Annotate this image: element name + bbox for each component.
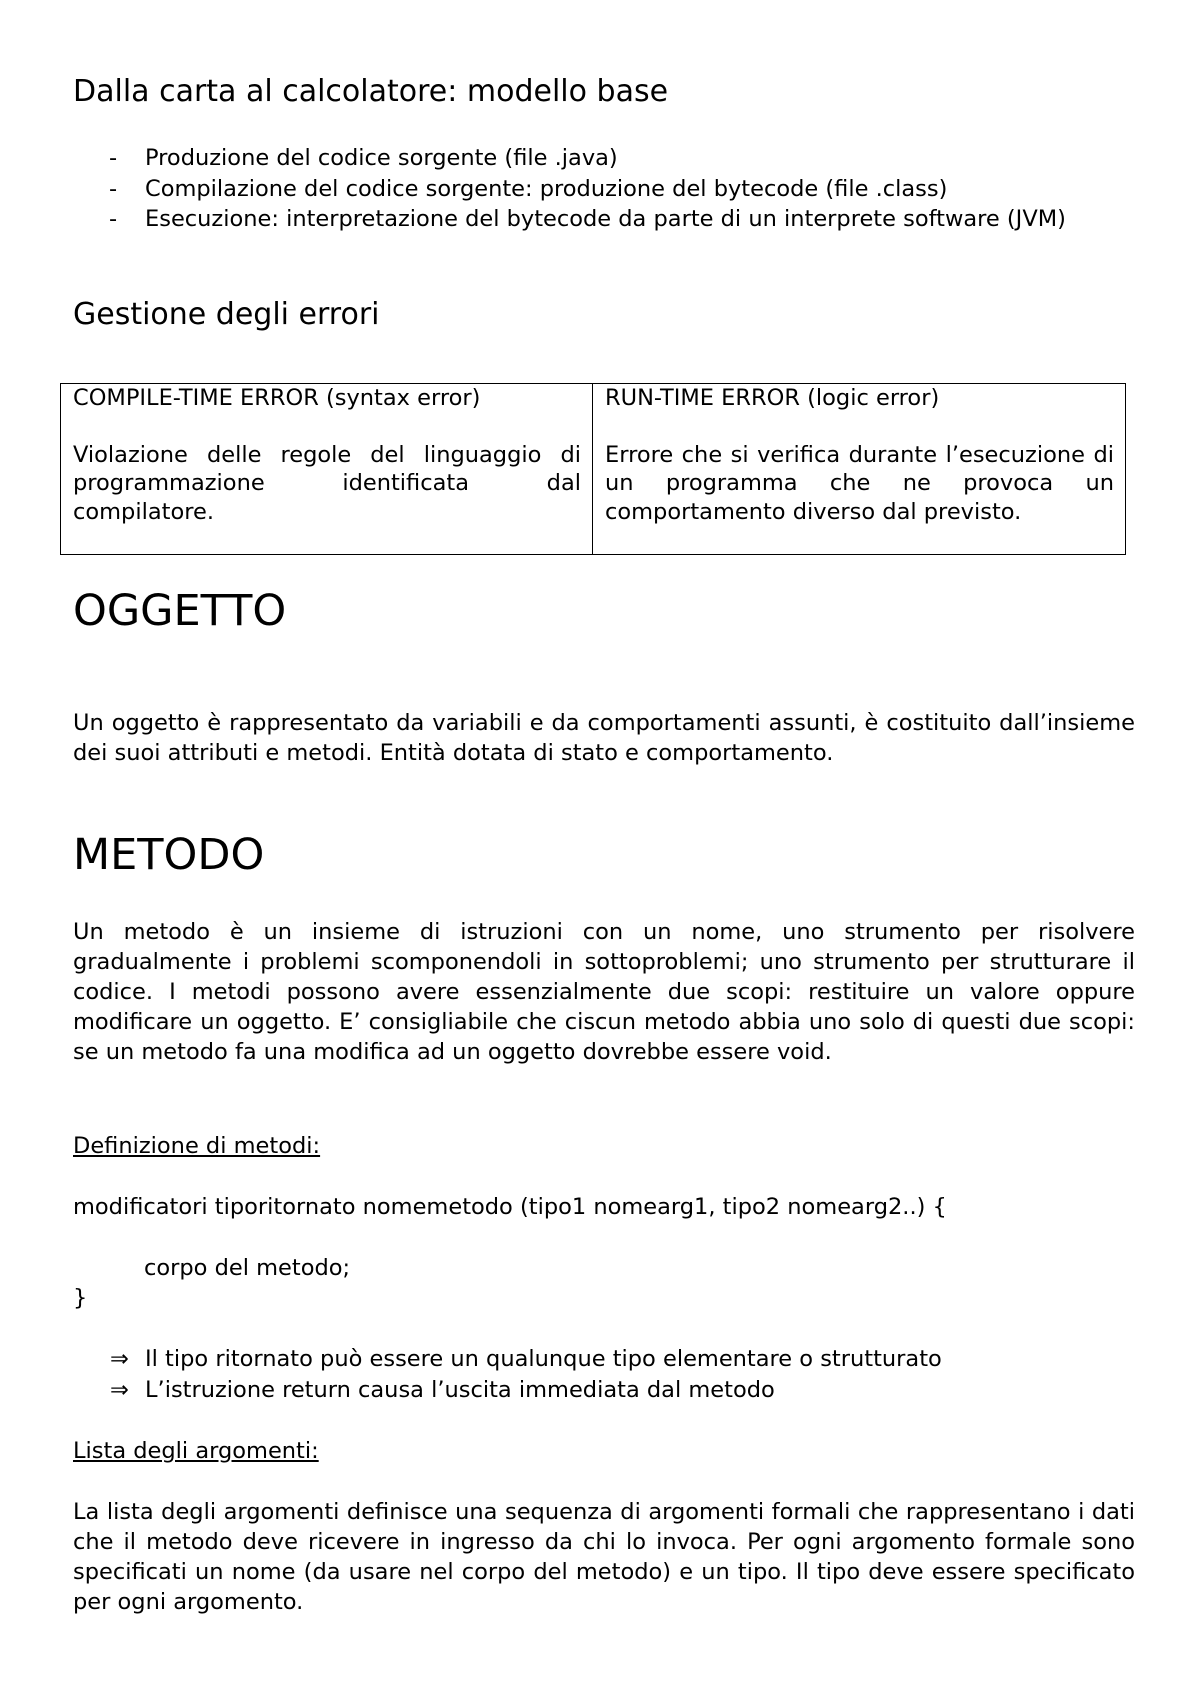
- closing-brace-line: }: [73, 1285, 88, 1311]
- method-signature-line: modificatori tiporitornato nomemetodo (tipo1 nomearg1, tipo2 nomearg2..) {: [73, 1194, 947, 1220]
- run-time-cell: [593, 384, 1126, 555]
- argomenti-paragraph: La lista degli argomenti definisce una sequenza di argomenti formali che rappresentano i dati che il metodo deve ricevere in ingresso da chi lo invoca. Per ogni argomento formale sono specificati un nome (da usare nel corpo del metodo) e un tipo. Il tipo deve essere specificato per ogni argomento.: [73, 1499, 1135, 1615]
- list-item: - Esecuzione: interpretazione del bytecode da parte di un interprete software (JVM): [73, 204, 1135, 235]
- method-notes-list: [73, 1344, 1135, 1405]
- definizione-heading: Definizione di metodi:: [73, 1133, 321, 1159]
- list-item: ⇒ Il tipo ritornato può essere un qualunque tipo elementare o strutturato: [73, 1344, 1135, 1375]
- heading-metodo: METODO: [73, 830, 265, 880]
- dash-marker: -: [109, 175, 118, 202]
- method-body-line: corpo del metodo;: [144, 1255, 351, 1281]
- metodo-paragraph: Un metodo è un insieme di istruzioni con un nome, uno strumento per risolvere gradualmente i problemi scomponendoli in sottoproblemi; uno strumento per strutturare il codice. I metodi possono avere essenzialmente due scopi: restituire un valore oppure modificare un oggetto. E’ consigliabile che ciscun metodo abbia uno solo di questi due scopi: se un metodo fa una modifica ad un oggetto dovrebbe essere void.: [73, 919, 1135, 1065]
- list-item: - Compilazione del codice sorgente: produzione del bytecode (file .class): [73, 174, 1135, 205]
- compile-time-description: Violazione delle regole del linguaggio di programmazione identificata dal compilatore.: [73, 441, 581, 525]
- heading-oggetto: OGGETTO: [73, 586, 287, 636]
- list-item: - Produzione del codice sorgente (file .java): [73, 143, 1135, 174]
- arrow-marker: ⇒: [110, 1376, 129, 1403]
- oggetto-paragraph: Un oggetto è rappresentato da variabili e da comportamenti assunti, è costituito dall’insieme dei suoi attributi e metodi. Entità dotata di stato e comportamento.: [73, 710, 1135, 766]
- argomenti-heading: Lista degli argomenti:: [73, 1438, 319, 1464]
- table-row: [61, 384, 1126, 555]
- compile-time-heading: COMPILE-TIME ERROR (syntax error): [73, 385, 481, 411]
- section-title-modello-base: Dalla carta al calcolatore: modello base: [73, 74, 669, 109]
- process-steps-list: [73, 143, 1135, 235]
- arrow-marker: ⇒: [110, 1346, 129, 1372]
- list-item: ⇒ L’istruzione return causa l’uscita immediata dal metodo: [73, 1375, 1135, 1406]
- dash-marker: -: [109, 206, 118, 232]
- dash-marker: -: [109, 145, 118, 171]
- run-time-description: Errore che si verifica durante l’esecuzione di un programma che ne provoca un comportamento diverso dal previsto.: [605, 441, 1114, 525]
- run-time-heading: RUN-TIME ERROR (logic error): [605, 385, 940, 411]
- compile-time-cell: [61, 384, 593, 555]
- section-title-errori: Gestione degli errori: [73, 297, 380, 332]
- error-types-table: [60, 383, 1126, 555]
